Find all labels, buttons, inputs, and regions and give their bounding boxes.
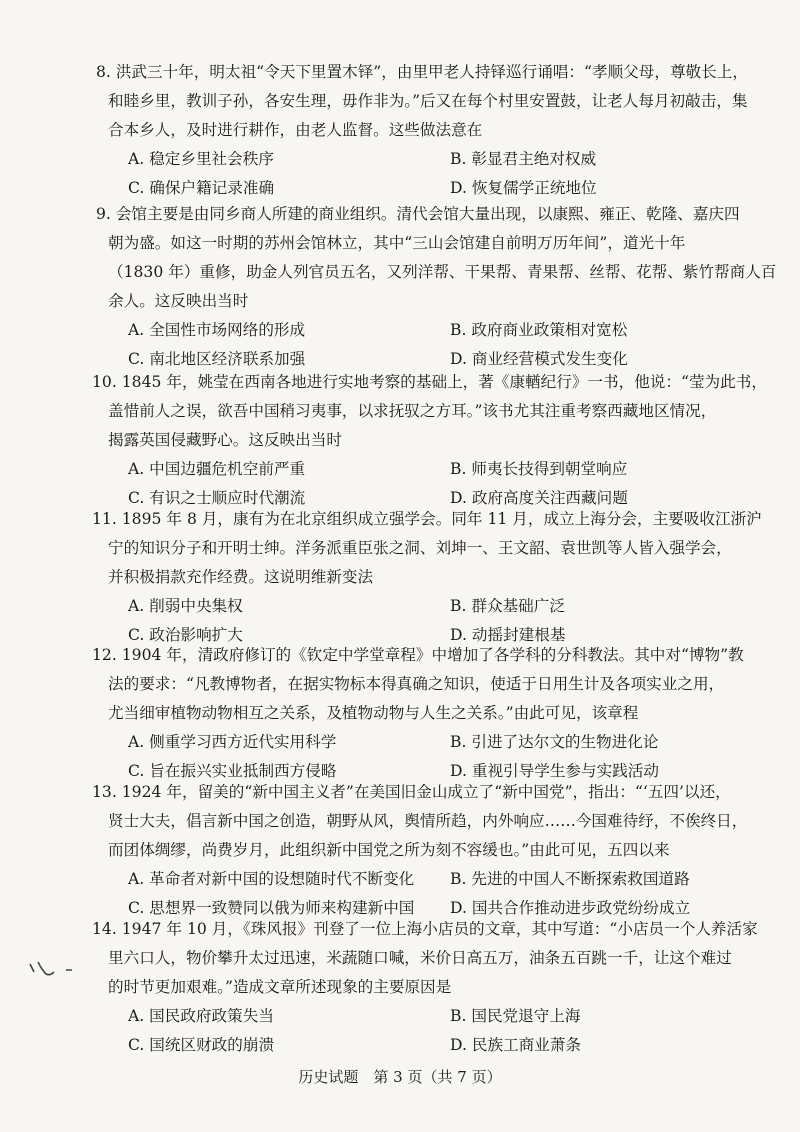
option-b: B. 师夷长技得到朝堂响应 — [450, 460, 628, 478]
option-b: B. 彰显君主绝对权威 — [450, 150, 597, 168]
option-a: A. 全国性市场网络的形成 — [128, 321, 306, 339]
options — [128, 1002, 768, 1060]
question-text-line: 10. 1845 年，姚莹在西南各地进行实地考察的基础上，著《康輶纪行》一书，他说：“莹为此书， — [92, 373, 767, 391]
question-text-line: 并积极捐款充作经费。这说明维新变法 — [108, 568, 374, 586]
question-text-line: 里六口人，物价攀升太过迅速，米蔬随口喊，米价日高五万，油条五百跳一千，让这个难过 — [108, 949, 732, 967]
option-b: B. 先进的中国人不断探索救国道路 — [450, 870, 690, 888]
question-text-line: 9. 会馆主要是由同乡商人所建的商业组织。清代会馆大量出现，以康熙、雍正、乾隆、嘉庆四 — [96, 205, 740, 223]
option-a: A. 稳定乡里社会秩序 — [128, 150, 274, 168]
option-c: C. 国统区财政的崩溃 — [128, 1036, 275, 1054]
option-a: A. 革命者对新中国的设想随时代不断变化 — [128, 870, 415, 888]
option-c: C. 思想界一致赞同以俄为师来构建新中国 — [128, 899, 415, 917]
question-10 — [92, 368, 768, 513]
options — [128, 316, 768, 374]
option-d: D. 民族工商业萧条 — [450, 1036, 582, 1054]
question-text-line: 余人。这反映出当时 — [108, 292, 249, 310]
question-text-line: 的时节更加艰难。”造成文章所述现象的主要原因是 — [108, 978, 452, 996]
option-c: C. 确保户籍记录准确 — [128, 179, 275, 197]
question-13 — [92, 778, 768, 923]
question-text-line: 尤当细审植物动物相互之关系，及植物动物与人生之关系。”由此可见，该章程 — [108, 704, 639, 722]
question-9 — [96, 200, 777, 374]
option-a: A. 削弱中央集权 — [128, 597, 243, 615]
option-a: A. 中国边疆危机空前严重 — [128, 460, 306, 478]
option-a: A. 侧重学习西方近代实用科学 — [128, 733, 337, 751]
option-d: D. 动摇封建根基 — [450, 626, 566, 644]
question-text-line: 8. 洪武三十年，明太祖“令天下里置木铎”，由里甲老人持铎巡行诵唱：“孝顺父母，尊敬长上， — [96, 63, 748, 81]
option-b: B. 群众基础广泛 — [450, 597, 565, 615]
option-d: D. 国共合作推动进步政党纷纷成立 — [450, 899, 691, 917]
question-text-line: 贤士大夫，倡言新中国之创造，朝野从风，舆情所趋，内外响应……今国难待纾，不俟终日， — [108, 812, 748, 830]
pen-mark-icon — [26, 958, 76, 982]
option-c: C. 南北地区经济联系加强 — [128, 350, 306, 368]
option-c: C. 旨在振兴实业抵制西方侵略 — [128, 762, 337, 780]
options — [128, 145, 768, 203]
question-text-line: 盖惜前人之误，欲吾中国稍习夷事，以求抚驭之方耳。”该书尤其注重考察西藏地区情况， — [108, 402, 717, 420]
question-text-line: 14. 1947 年 10 月，《珠风报》刊登了一位上海小店员的文章，其中写道：“小店员一个人养活家 — [92, 920, 758, 938]
question-text-line: 宁的知识分子和开明士绅。洋务派重臣张之洞、刘坤一、王文韶、袁世凯等人皆入强学会， — [108, 539, 732, 557]
option-b: B. 政府商业政策相对宽松 — [450, 321, 628, 339]
page-footer: 历史试题 第 3 页（共 7 页） — [298, 1068, 502, 1086]
option-d: D. 政府高度关注西藏问题 — [450, 489, 628, 507]
option-d: D. 恢复儒学正统地位 — [450, 179, 597, 197]
option-b: B. 引进了达尔文的生物进化论 — [450, 733, 659, 751]
question-14 — [92, 915, 768, 1060]
option-c: C. 政治影响扩大 — [128, 626, 243, 644]
question-12 — [92, 641, 768, 786]
question-text-line: 法的要求：“凡教博物者，在据实物标本得真确之知识，使适于日用生计及各项实业之用， — [108, 675, 725, 693]
option-d: D. 重视引导学生参与实践活动 — [450, 762, 659, 780]
question-text-line: 合本乡人，及时进行耕作，由老人监督。这些做法意在 — [108, 121, 483, 139]
question-text-line: 12. 1904 年，清政府修订的《钦定中学堂章程》中增加了各学科的分科教法。其中对“博物”教 — [92, 646, 744, 664]
question-8 — [96, 58, 768, 203]
option-c: C. 有识之士顺应时代潮流 — [128, 489, 306, 507]
option-d: D. 商业经营模式发生变化 — [450, 350, 628, 368]
question-text-line: 朝为盛。如这一时期的苏州会馆林立，其中“三山会馆建自前明万历年间”，道光十年 — [108, 234, 686, 252]
option-a: A. 国民政府政策失当 — [128, 1007, 274, 1025]
question-11 — [92, 505, 768, 650]
question-text-line: 揭露英国侵藏野心。这反映出当时 — [108, 431, 342, 449]
question-text-line: 和睦乡里，教训子孙，各安生理，毋作非为。”后又在每个村里安置鼓，让老人每月初敲击，集 — [108, 92, 748, 110]
question-text-line: （1830 年）重修，助金人列官员五名，又列洋帮、干果帮、青果帮、丝帮、花帮、紫竹帮商人百 — [108, 263, 777, 281]
question-text-line: 而团体绸缪，尚费岁月，此组织新中国党之所为刻不容缓也。”由此可见，五四以来 — [108, 841, 670, 859]
question-text-line: 11. 1895 年 8 月，康有为在北京组织成立强学会。同年 11 月，成立上海分会，主要吸收江浙沪 — [92, 510, 762, 528]
question-text-line: 13. 1924 年，留美的“新中国主义者”在美国旧金山成立了“新中国党”，指出：“‘五四’以还， — [92, 783, 731, 801]
option-b: B. 国民党退守上海 — [450, 1007, 581, 1025]
